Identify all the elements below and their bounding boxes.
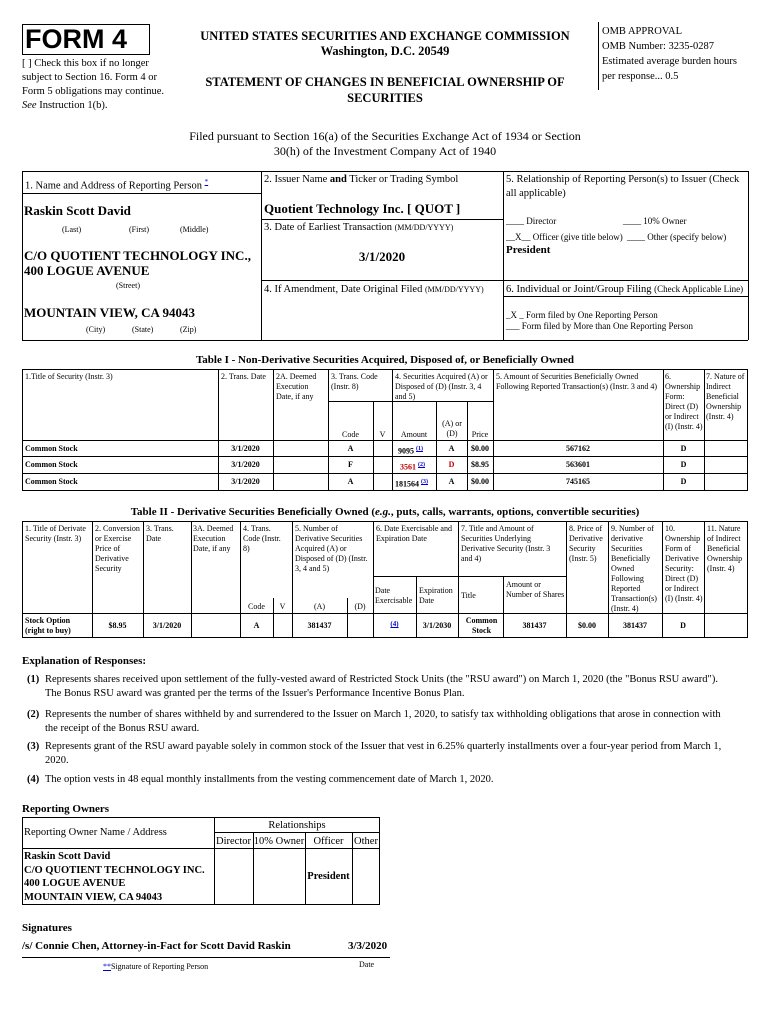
omb-number: OMB Number: 3235-0287 (602, 41, 714, 52)
officer-title: President (506, 244, 551, 256)
owners-col-officer: Officer (313, 836, 344, 847)
box6-label: 6. Individual or Joint/Group Filing (Check Applicable Line) (506, 284, 744, 295)
rel-other: ____ Other (specify below) (627, 232, 727, 242)
omb-divider (598, 22, 599, 90)
rel-officer: __X__ Officer (give title below) (506, 232, 623, 242)
statement-title: STATEMENT OF CHANGES IN BENEFICIAL OWNERSHIP OF SECURITIES (205, 75, 565, 105)
table1-title: Table I - Non-Derivative Securities Acquired, Disposed of, or Beneficially Owned (195, 354, 575, 366)
signer-name: /s/ Connie Chen, Attorney-in-Fact for Scott David Raskin (22, 940, 291, 952)
footnote-link-3[interactable]: (3) (421, 479, 428, 485)
label-last: (Last) (62, 225, 82, 234)
t1-h2: 2. Trans. Date (221, 372, 266, 381)
footnote-link-2[interactable]: (2) (418, 462, 425, 468)
box5-label: 5. Relationship of Reporting Person(s) to Issuer (Check all applicable) (506, 174, 740, 199)
agency-location: Washington, D.C. 20549 (320, 44, 450, 58)
explanation-note-3: (3) Represents grant of the RSU award payable solely in common stock of the Issuer that vest in 6.25% quarterly installments over a four-year period from March 1, 2020. (27, 741, 722, 766)
see-instruction: Instruction 1(b). (39, 100, 108, 111)
reporting-person-name: Raskin Scott David (24, 203, 131, 218)
t2-h3a: 3A. Deemed Execution Date, if any (193, 524, 234, 553)
t2-h3: 3. Trans. Date (146, 524, 174, 543)
label-street: (Street) (116, 281, 140, 290)
box4-label: 4. If Amendment, Date Original Filed (MM/DD/YYYY) (264, 284, 484, 295)
earliest-transaction-date: 3/1/2020 (358, 249, 406, 264)
signature-star: ** (103, 962, 111, 971)
filing-more: ___ Form filed by More than One Reporting Person (506, 321, 693, 331)
table2-title: Table II - Derivative Securities Beneficially Owned (e.g., puts, calls, warrants, options, convertible securities) (130, 506, 640, 518)
t1-h7: 7. Nature of Indirect Beneficial Ownership (Instr. 4) (706, 372, 745, 421)
t2-h10: 10. Ownership Form of Derivative Security: Direct (D) or Indirect (I) (Instr. 4) (665, 524, 703, 603)
t2-sub-d: (D) (354, 602, 366, 611)
owners-col-director: Director (216, 836, 251, 847)
box3-label: 3. Date of Earliest Transaction (MM/DD/YYYY) (264, 222, 454, 233)
t1-h3: 3. Trans. Code (Instr. 8) (331, 372, 378, 391)
omb-burden: Estimated average burden hours per response... 0.5 (602, 56, 737, 82)
t2-sub-title: Title (461, 591, 476, 600)
owners-col-other: Other (354, 836, 378, 847)
t2-h6: 6. Date Exercisable and Expiration Date (376, 524, 452, 543)
issuer-name: Quotient Technology Inc. [ QUOT ] (264, 201, 461, 216)
signatures-title: Signatures (22, 922, 72, 934)
explanation-note-2: (2) Represents the number of shares withheld by and surrendered to the Issuer on March 1, 2020, to satisfy tax withholding obligations that arose in connection with the receipt of the Bonus RSU award. (27, 709, 721, 734)
t2-sub-a: (A) (313, 602, 326, 611)
date-label: Date (359, 960, 375, 969)
see-word: See (22, 100, 37, 111)
t1-h5: 5. Amount of Securities Beneficially Owned Following Reported Transaction(s) (Instr. 3 and 4) (496, 372, 658, 391)
t2-h2: 2. Conversion or Exercise Price of Derivative Security (95, 524, 140, 573)
filing-one: _X _ Form filed by One Reporting Person (506, 310, 658, 320)
t2-h1: 1. Title of Derivate Security (Instr. 3) (25, 524, 86, 543)
signature-date: 3/3/2020 (348, 940, 388, 952)
box2-label: 2. Issuer Name and Ticker or Trading Symbol (264, 174, 459, 185)
filed-pursuant: Filed pursuant to Section 16(a) of the Securities Exchange Act of 1934 or Section 30(h) of the Investment Company Act of 1940 (189, 129, 581, 158)
t1-h6: 6. Ownership Form: Direct (D) or Indirect (I) (Instr. 4) (665, 372, 703, 431)
t2-sub-date-ex: Date Exercisable (375, 586, 413, 605)
signature-label: **Signature of Reporting Person (103, 962, 209, 971)
agency-name: UNITED STATES SECURITIES AND EXCHANGE COMMISSION (200, 29, 570, 43)
explanation-title: Explanation of Responses: (22, 655, 147, 667)
owners-col-ten: 10% Owner (253, 836, 305, 847)
label-middle: (Middle) (180, 225, 209, 234)
t1-sub-amount: Amount (400, 430, 428, 439)
t2-sub-code: Code (248, 602, 265, 611)
city-address: MOUNTAIN VIEW, CA 94043 (24, 305, 195, 320)
rel-director: ____ Director (506, 216, 557, 226)
explanation-note-4: (4) The option vests in 48 equal monthly installments from the vesting commencement date of March 1, 2020. (27, 774, 494, 785)
label-state: (State) (132, 325, 154, 334)
t2-sub-exp: Expiration Date (419, 586, 453, 605)
street-address: C/O QUOTIENT TECHNOLOGY INC., 400 LOGUE AVENUE (24, 248, 251, 278)
t2-h8: 8. Price of Derivative Security (Instr. 5) (569, 524, 603, 563)
t1-h1: 1.Title of Security (Instr. 3) (25, 372, 113, 381)
t2-h9: 9. Number of derivative Securities Beneficially Owned Following Reported Transaction(s) (Instr. 4) (611, 524, 657, 613)
owners-col-name: Reporting Owner Name / Address (24, 827, 167, 838)
t2-h5: 5. Number of Derivative Securities Acquired (A) or Disposed of (D) (Instr. 3, 4 and 5) (295, 524, 368, 573)
owner-officer-value: President (307, 871, 350, 882)
t2-sub-v: V (279, 602, 286, 611)
form-title: FORM 4 (25, 24, 128, 54)
owners-title: Reporting Owners (22, 803, 110, 815)
t1-sub-v: V (379, 430, 386, 439)
label-city: (City) (86, 325, 106, 334)
check-box-text: [ ] Check this box if no longer subject to Section 16. Form 4 or Form 5 obligations may continue. (22, 58, 165, 97)
box1-star: * (204, 178, 209, 186)
check-box-note (22, 57, 170, 113)
omb-title: OMB APPROVAL (602, 26, 683, 37)
box1-label: 1. Name and Address of Reporting Person * (25, 178, 209, 192)
explanation-note-1: (1) Represents shares received upon settlement of the fully-vested award of Restricted Stock Units (the "RSU award") on March 1, 2020 (the "Bonus RSU award"). The Bonus RSU award was granted per the terms of the Issuer's Performance Incentive Bonus Plan. (27, 674, 718, 699)
rel-ten-pct: ____ 10% Owner (623, 216, 687, 226)
t1-h2a: 2A. Deemed Execution Date, if any (276, 372, 317, 401)
t2-sub-amount: Amount or Number of Shares (506, 580, 565, 599)
t2-h4: 4. Trans. Code (Instr. 8) (243, 524, 281, 553)
footnote-link-4[interactable]: (4) (390, 620, 399, 628)
t1-sub-price: Price (471, 430, 489, 439)
t1-h4: 4. Securities Acquired (A) or Disposed of (D) (Instr. 3, 4 and 5) (395, 372, 488, 401)
label-zip: (Zip) (180, 325, 197, 334)
owners-col-rel: Relationships (268, 820, 326, 831)
owner-address: Raskin Scott David C/O QUOTIENT TECHNOLOGY INC. 400 LOGUE AVENUE MOUNTAIN VIEW, CA 94043 (24, 851, 205, 903)
t2-h7: 7. Title and Amount of Securities Underlying Derivative Security (Instr. 3 and 4) (461, 524, 551, 563)
t1-sub-code: Code (342, 430, 359, 439)
footnote-link-1[interactable]: (1) (416, 446, 423, 452)
t2-h11: 11. Nature of Indirect Beneficial Ownership (Instr. 4) (707, 524, 743, 573)
omb-box (602, 24, 752, 84)
t1-sub-ad: (A) or (D) (442, 419, 462, 438)
label-first: (First) (129, 225, 149, 234)
